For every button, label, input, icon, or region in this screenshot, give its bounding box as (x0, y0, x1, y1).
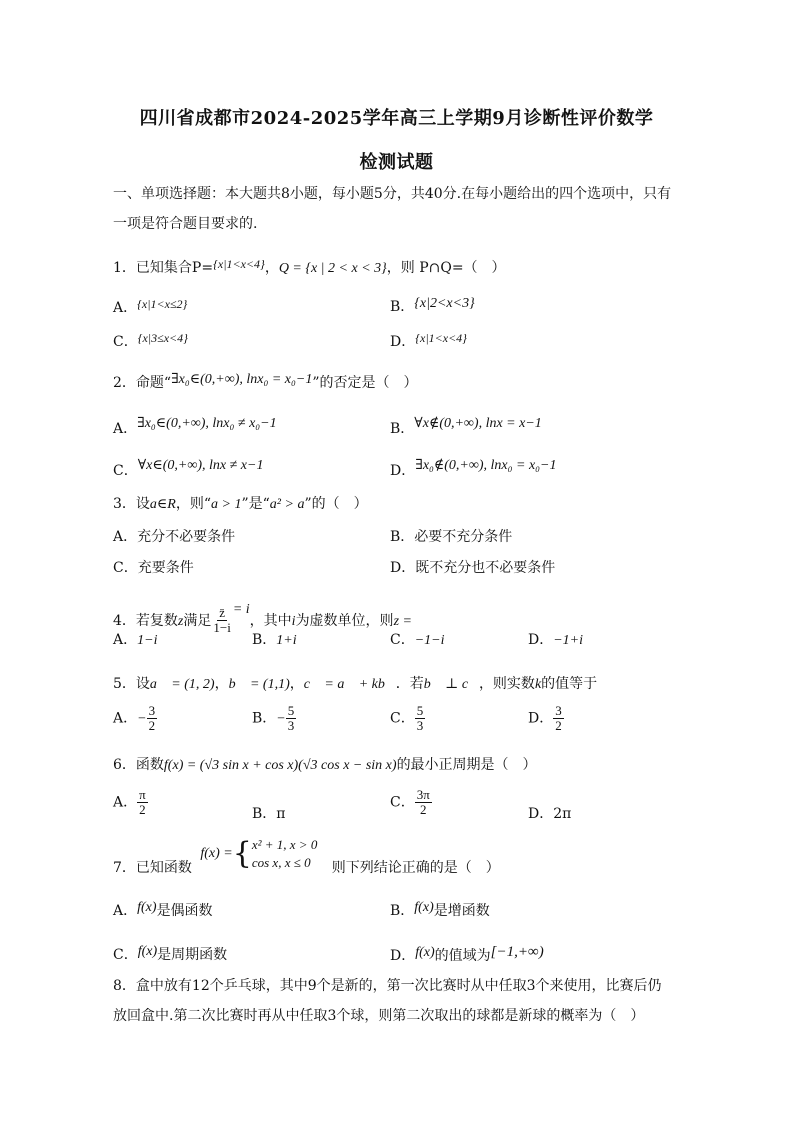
q5-option-d (528, 704, 564, 733)
option-sign: − (276, 711, 286, 727)
fraction-denominator: 2 (555, 718, 562, 733)
option-fraction (415, 788, 432, 817)
q6-option-a (113, 788, 148, 817)
option-value: ∃x₀∈(0,+∞), lnx₀ ≠ x₀−1 (137, 416, 277, 431)
option-fraction (553, 704, 564, 733)
q1-option-b (390, 294, 475, 317)
option-fraction (137, 788, 148, 817)
q1-sep: ， (264, 260, 279, 276)
q3-tail: ”的（ ） (304, 496, 368, 512)
option-label: C． (390, 632, 415, 648)
q4-fraction (211, 606, 232, 635)
fraction-denominator: 2 (148, 718, 156, 733)
option-label: A． (113, 421, 138, 437)
q5-var-k: k (534, 677, 542, 692)
option-value: 1−i (137, 633, 158, 648)
q7-option-b (390, 898, 490, 921)
q2-option-a (113, 414, 277, 439)
section-instructions-line2: 一项是符合题目要求的. (113, 216, 258, 232)
q1-option-a (113, 294, 187, 318)
q3-condition: a∈R (149, 497, 176, 512)
option-value: {x|3≤x<4} (137, 331, 188, 345)
q7-option-d (390, 942, 544, 966)
q5-vector-a: a⃗ = (1, 2) (149, 677, 215, 692)
option-sign: − (137, 711, 147, 727)
question-8-line1: 8．盒中放有12个乒乓球，其中9个是新的，第一次比赛时从中任取3个来使用，比赛后仍 (113, 978, 662, 994)
fraction-numerator: 3 (148, 703, 156, 718)
question-7 (113, 832, 683, 876)
option-fraction (286, 704, 297, 733)
q1-text: 1．已知集合P= (113, 260, 214, 276)
question-6 (113, 755, 683, 776)
q6-tail: 的最小正周期是（ ） (396, 757, 537, 773)
option-label: A． (113, 903, 138, 919)
q1-set-p: {x|1<x<4} (213, 257, 265, 271)
question-2 (113, 370, 683, 393)
q1-tail: ，则 P∩Q=（ ） (386, 260, 506, 276)
fraction-denominator: 3 (287, 718, 295, 733)
question-3 (113, 494, 683, 515)
q6-option-b: B．π (252, 806, 286, 822)
option-label: C． (113, 334, 138, 350)
q4-tail2: 为虚数单位，则 (295, 613, 394, 629)
q4-option-b (252, 630, 297, 651)
q5-option-c (390, 704, 425, 733)
q2-option-b (390, 414, 542, 439)
q4-tail1: ，其中 (249, 613, 292, 629)
q5-tail1: ，则实数 (478, 676, 535, 692)
question-5: 5．设a⃗ = (1, 2)，b⃗ = (1,1)，c⃗ = a⃗ + kb⃗．若b⃗ ⊥ c⃗，则实数k的值等于 (113, 676, 598, 692)
page-subtitle: 检测试题 (359, 152, 434, 173)
piece-2: cos x, x ≤ 0 (251, 855, 311, 870)
option-range: [−1,+∞) (490, 944, 544, 960)
option-label: C． (390, 710, 415, 727)
option-value: 1+i (276, 633, 297, 648)
fraction-numerator: z̄ (219, 605, 225, 620)
fraction-denominator: 2 (139, 802, 146, 817)
q4-var-z: z (177, 614, 184, 629)
piece-1: x² + 1, x > 0 (251, 837, 318, 852)
q7-brace: { (232, 836, 252, 871)
q3-option-a: A．充分不必要条件 (113, 529, 236, 545)
option-label: A． (113, 300, 138, 316)
q3-statement-1: a > 1 (211, 497, 242, 512)
q6-function: f(x) = (√3 sin x + cos x)(√3 cos x − sin x) (163, 758, 397, 773)
section-instructions-line1: 一、单项选择题：本大题共8小题，每小题5分，共40分.在每小题给出的四个选项中，只有 (113, 186, 672, 202)
question-8-line2: 放回盒中.第二次比赛时再从中任取3个球，则第二次取出的球都是新球的概率为（ ） (113, 1008, 645, 1024)
fraction-numerator: 3π (416, 787, 430, 802)
q3-text: 3．设 (113, 496, 150, 512)
option-value: ∀x∈(0,+∞), lnx ≠ x−1 (137, 458, 264, 473)
q3-statement-2: a² > a (269, 497, 305, 512)
option-label: B． (252, 632, 277, 648)
option-label: D． (390, 334, 416, 350)
option-label: B． (390, 421, 415, 437)
option-value: 是偶函数 (156, 903, 213, 919)
q2-text: 2．命题“ (113, 375, 172, 391)
q2-option-c (113, 456, 263, 481)
q3-mid1: ，则“ (175, 496, 212, 512)
option-fraction (147, 704, 158, 733)
q1-set-q: Q = {x | 2 < x < 3} (278, 261, 387, 276)
q5-option-b (252, 704, 296, 733)
option-label: D． (390, 463, 416, 479)
q6-option-d: D．2π (528, 806, 572, 822)
option-label: A． (113, 794, 138, 811)
option-label: A． (113, 632, 138, 648)
fraction-denominator: 2 (420, 802, 427, 817)
q4-option-a (113, 630, 157, 651)
fraction-denominator: 1−i (213, 620, 231, 635)
option-fraction (415, 704, 426, 733)
q6-text: 6．函数 (113, 757, 164, 773)
q7-option-c (113, 942, 227, 965)
q2-tail: ”的否定是（ ） (312, 375, 418, 391)
option-label: B． (390, 299, 415, 315)
option-value: {x|2<x<3} (414, 296, 475, 311)
option-label: B． (252, 710, 277, 727)
q5-mid: ．若 (395, 676, 424, 692)
q4-var-i: i (291, 614, 296, 629)
option-text: 的值域为 (434, 948, 491, 964)
fraction-numerator: 3 (555, 703, 562, 718)
q3-mid2: ”是“ (241, 496, 270, 512)
q1-option-d (390, 328, 467, 352)
option-label: C． (113, 463, 138, 479)
q3-option-b: B．必要不充分条件 (390, 529, 513, 545)
q6-option-c (390, 788, 432, 817)
option-function: f(x) (415, 945, 435, 960)
q4-answer-z: z = (393, 614, 412, 629)
q5-vector-b: b⃗ = (1,1) (228, 677, 290, 692)
q5-perpendicular: b⃗ ⊥ c⃗ (423, 677, 479, 692)
option-label: D． (528, 710, 554, 727)
q2-option-d (390, 456, 556, 481)
q7-text: 7．已知函数 (113, 860, 192, 876)
fraction-denominator: 3 (416, 718, 424, 733)
q4-text: 4．若复数 (113, 613, 178, 629)
option-label: D． (390, 948, 416, 964)
option-value: −1+i (553, 633, 584, 648)
q4-option-d (528, 630, 583, 651)
option-function: f(x) (137, 900, 157, 915)
option-label: C． (113, 947, 138, 963)
option-function: f(x) (414, 900, 434, 915)
q4-mid: 满足 (183, 613, 212, 629)
q5-vector-c: c⃗ = a⃗ + kb⃗ (303, 677, 396, 692)
fraction-numerator: 5 (416, 703, 424, 718)
q4-equals: = i (232, 602, 250, 617)
option-value: −1−i (414, 633, 445, 648)
q5-tail2: 的值等于 (541, 676, 598, 692)
q7-tail: 则下列结论正确的是（ ） (331, 860, 500, 876)
q4-option-c (390, 630, 445, 651)
option-value: {x|1<x≤2} (137, 297, 188, 311)
option-value: 是周期函数 (157, 947, 228, 963)
option-label: C． (390, 794, 415, 811)
option-value: {x|1<x<4} (415, 331, 467, 345)
q7-option-a (113, 898, 213, 921)
option-value: ∃x₀∉(0,+∞), lnx₀ = x₀−1 (415, 458, 557, 473)
option-function: f(x) (137, 944, 158, 959)
option-label: D． (528, 632, 554, 648)
q3-option-d: D．既不充分也不必要条件 (390, 560, 556, 576)
q7-function-name: f(x) = (200, 846, 233, 861)
q2-proposition: ∃x₀∈(0,+∞), lnx₀ = x₀−1 (171, 372, 313, 387)
page-title: 四川省成都市2024-2025学年高三上学期9月诊断性评价数学 (139, 108, 654, 129)
option-value: 是增函数 (433, 903, 490, 919)
q1-option-c (113, 328, 188, 352)
fraction-numerator: 5 (287, 703, 295, 718)
q5-option-a (113, 704, 157, 733)
question-1 (113, 254, 683, 279)
option-label: A． (113, 710, 138, 727)
q3-option-c: C．充要条件 (113, 560, 194, 576)
q7-piecewise (252, 836, 317, 872)
q5-text: 5．设 (113, 676, 150, 692)
fraction-numerator: π (139, 787, 146, 802)
option-label: B． (390, 903, 415, 919)
option-value: ∀x∉(0,+∞), lnx = x−1 (414, 416, 542, 431)
